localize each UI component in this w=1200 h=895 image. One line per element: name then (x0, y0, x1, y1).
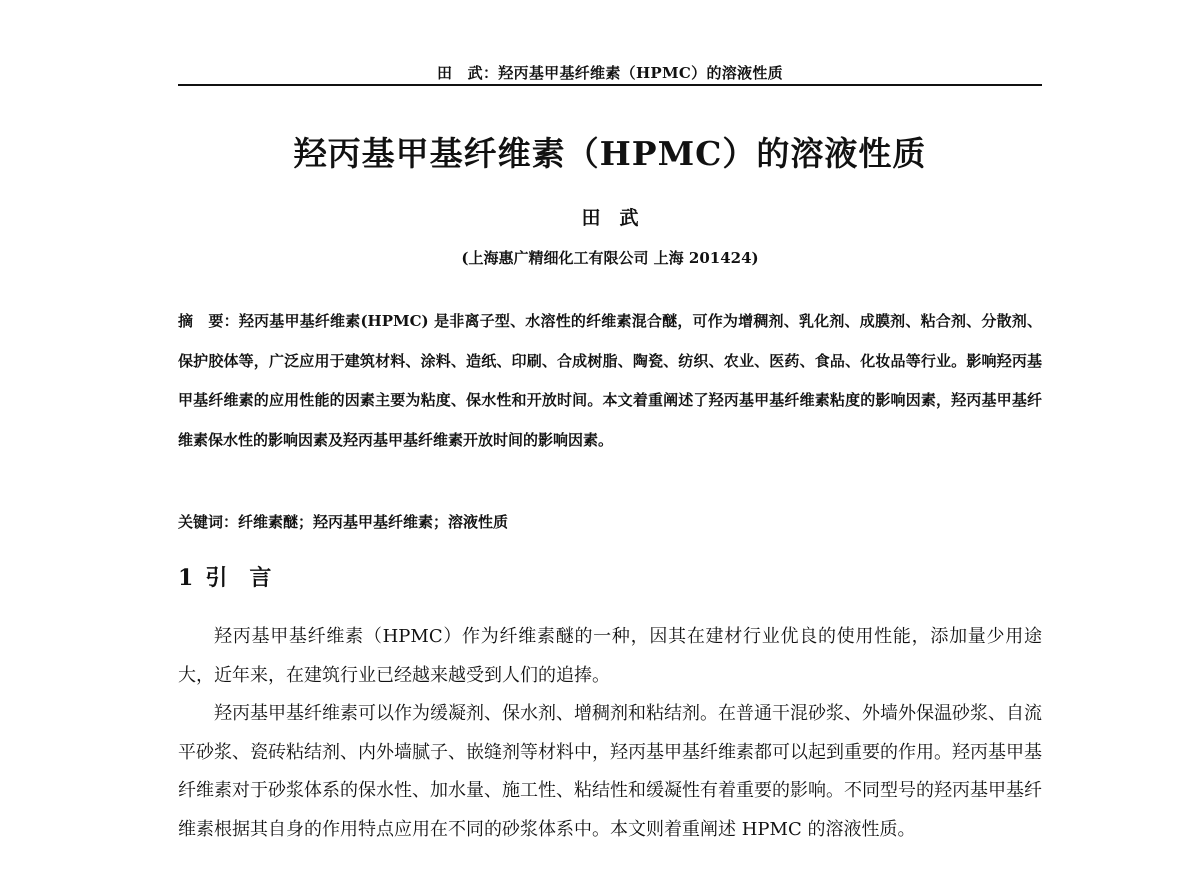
running-header: 田 武：羟丙基甲基纤维素（HPMC）的溶液性质 (437, 64, 783, 82)
body-text (178, 618, 1042, 849)
keywords-label: 关键词： (178, 513, 239, 531)
body-paragraph-2: 羟丙基甲基纤维素可以作为缓凝剂、保水剂、增稠剂和粘结剂。在普通干混砂浆、外墙外保温砂浆、自流平砂浆、瓷砖粘结剂、内外墙腻子、嵌缝剂等材料中，羟丙基甲基纤维素都可以起到重要的作用。羟丙基甲基纤维素对于砂浆体系的保水性、加水量、施工性、粘结性和缓凝性有着重要的影响。不同型号的羟丙基甲基纤维素根据其自身的作用特点应用在不同的砂浆体系中。本文则着重阐述 HPMC 的溶液性质。 (178, 703, 1042, 840)
section-title: 引 言 (205, 565, 272, 591)
keywords-text: 纤维素醚；羟丙基甲基纤维素；溶液性质 (238, 513, 509, 531)
abstract (178, 302, 1042, 460)
author-name: 田 武 (581, 207, 639, 229)
author-affiliation: (上海惠广精细化工有限公司 上海 201424) (461, 249, 759, 267)
keywords (178, 508, 1042, 536)
section-heading-introduction (178, 561, 271, 592)
abstract-text: 羟丙基甲基纤维素(HPMC) 是非离子型、水溶性的纤维素混合醚，可作为增稠剂、乳化剂、成膜剂、粘合剂、分散剂、保护胶体等，广泛应用于建筑材料、涂料、造纸、印刷、合成树脂、陶瓷、纺织、农业、医药、食品、化妆品等行业。影响羟丙基甲基纤维素的应用性能的因素主要为粘度、保水性和开放时间。本文着重阐述了羟丙基甲基纤维素粘度的影响因素，羟丙基甲基纤维素保水性的影响因素及羟丙基甲基纤维素开放时间的影响因素。 (178, 312, 1042, 449)
header-rule (178, 84, 1042, 86)
body-paragraph-1: 羟丙基甲基纤维素（HPMC）作为纤维素醚的一种，因其在建材行业优良的使用性能，添加量少用途大，近年来，在建筑行业已经越来越受到人们的追捧。 (178, 626, 1042, 686)
paper-title: 羟丙基甲基纤维素（HPMC）的溶液性质 (293, 134, 927, 173)
abstract-label: 摘 要： (178, 312, 239, 330)
section-number: 1 (178, 565, 194, 591)
